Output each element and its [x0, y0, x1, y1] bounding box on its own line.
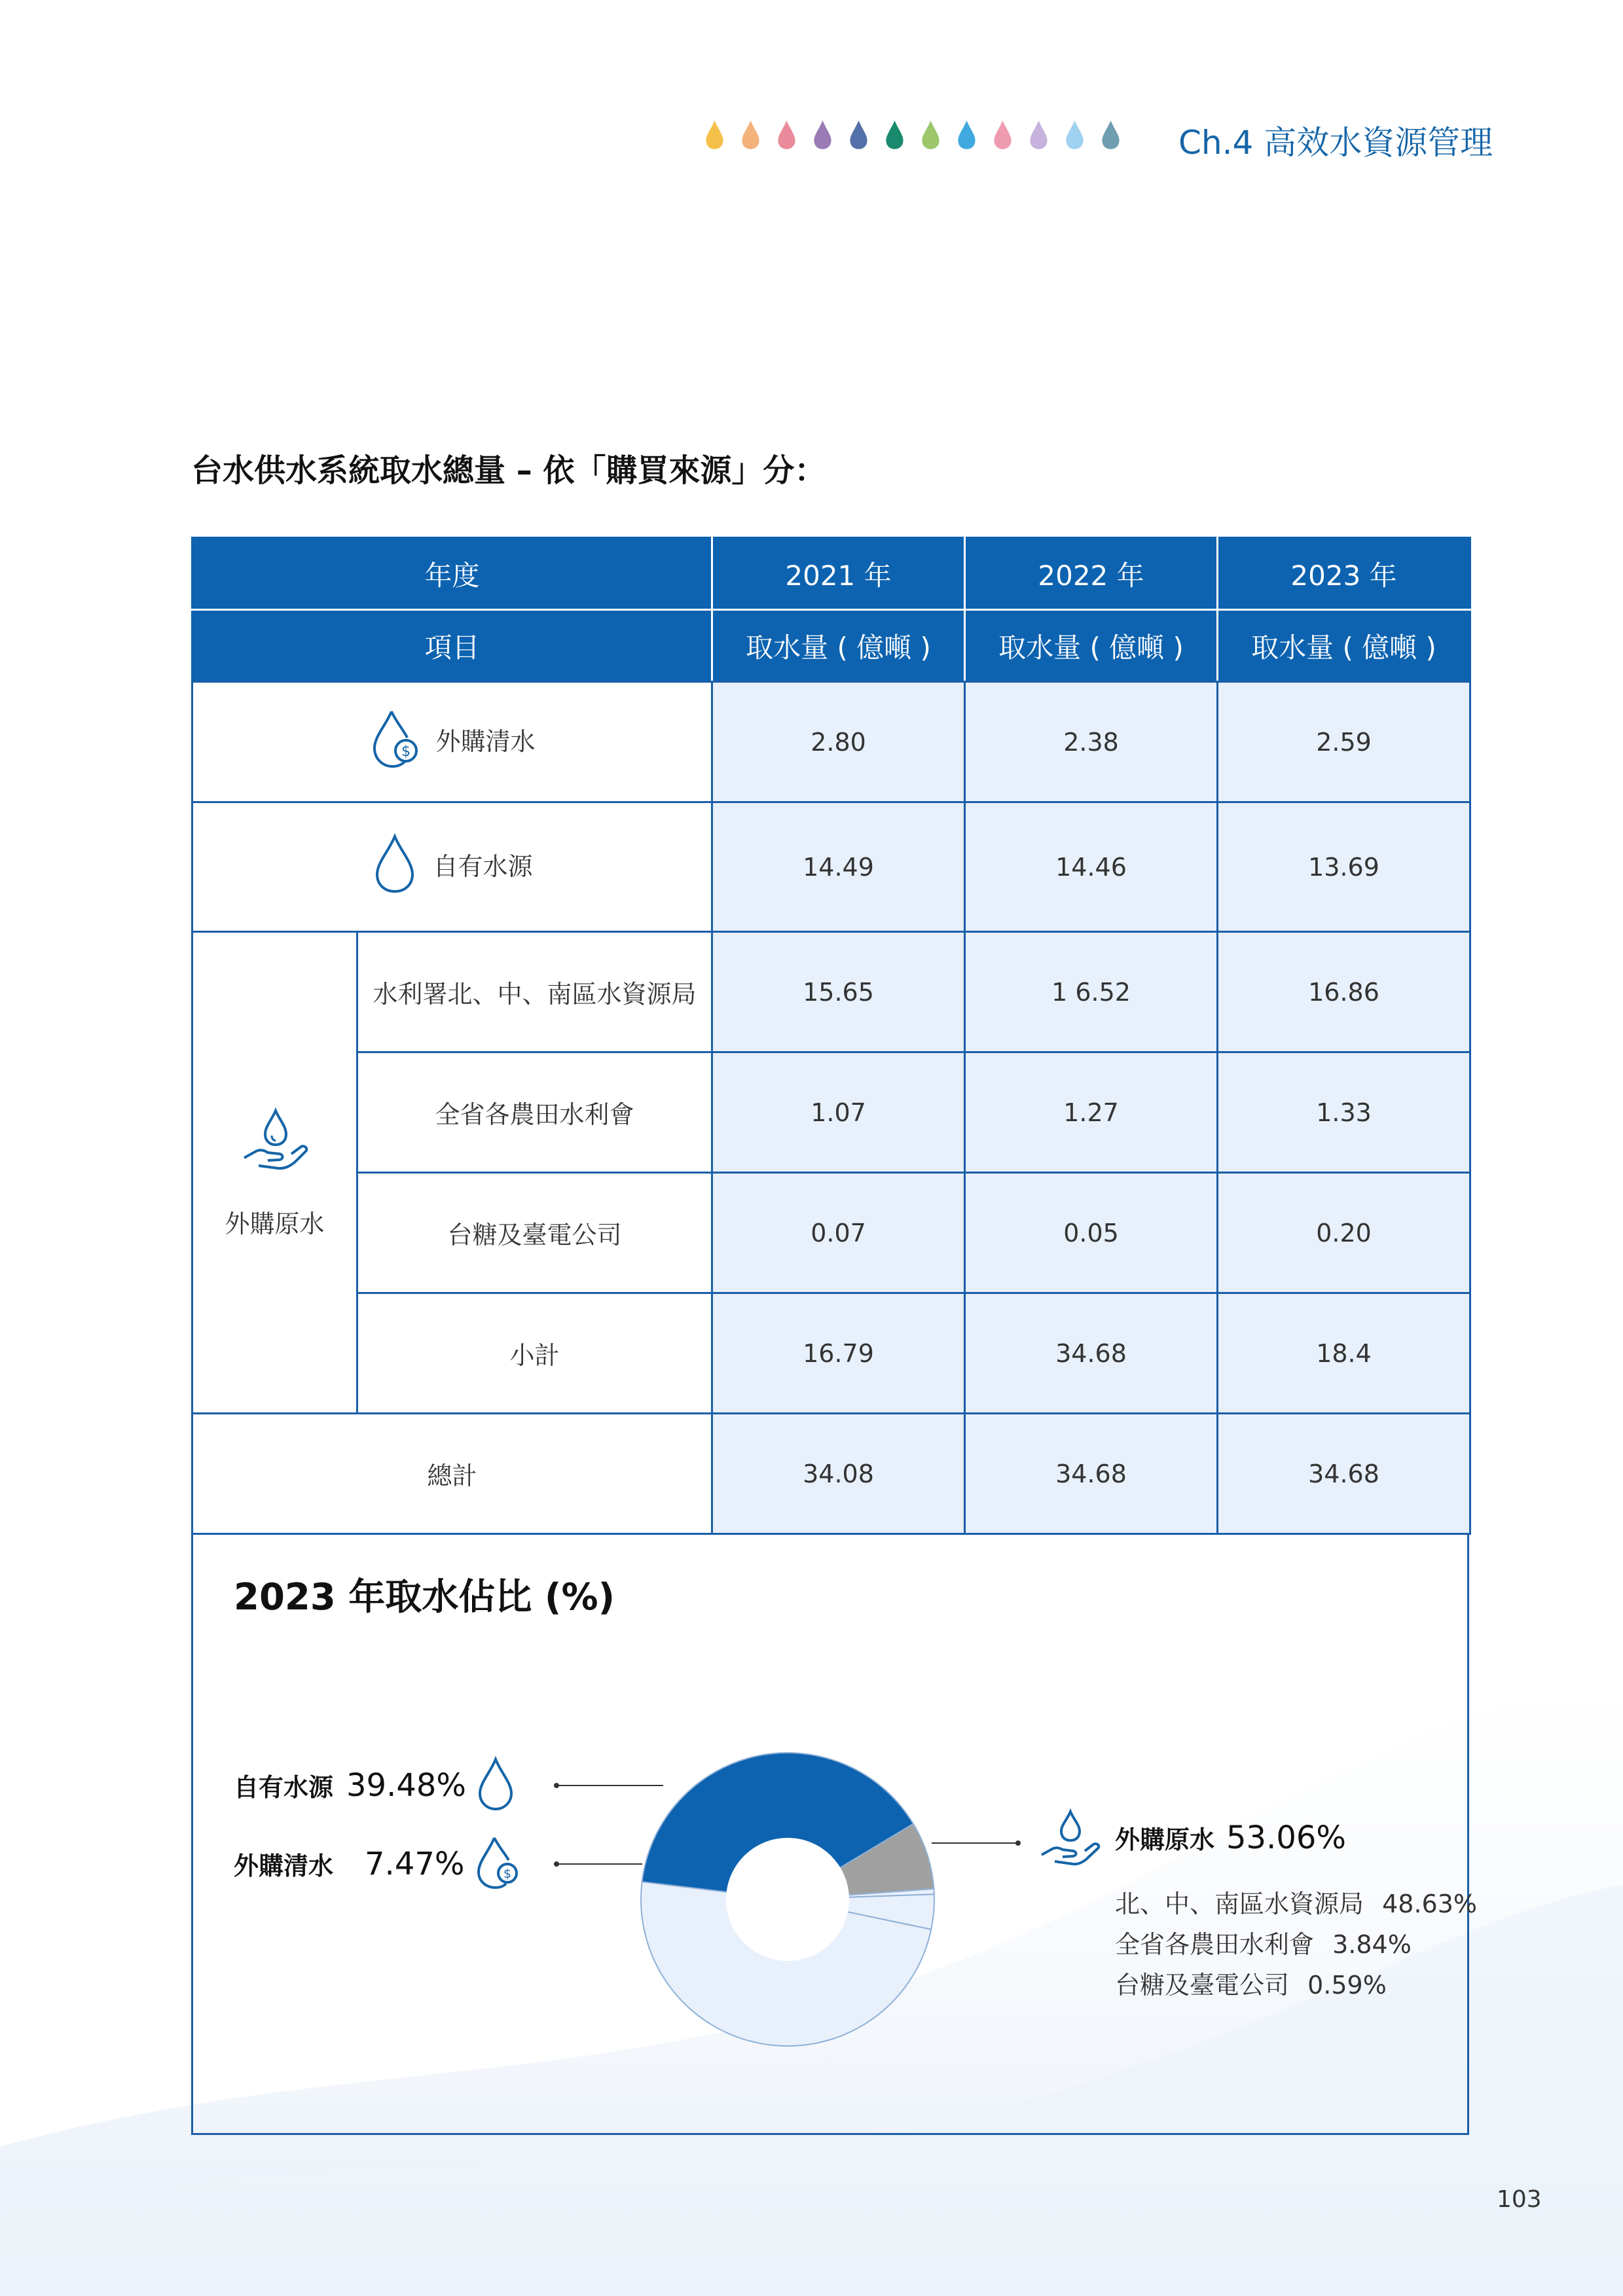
water-drop-dollar-icon: [369, 708, 420, 770]
cell-taisugar-taipower-2023: 0.20: [1218, 1173, 1470, 1293]
header-drop-icon: [1028, 119, 1049, 151]
hand-water-drop-icon: [239, 1105, 311, 1177]
legend-own-source-label: 自有水源: [234, 1773, 334, 1802]
legend-sub-item: [1115, 1884, 1477, 1920]
row-label-irrigation-associations: 全省各農田水利會: [357, 1052, 712, 1173]
leader-dot-purchased-clean: [554, 1861, 559, 1867]
cell-irrigation-associations-2023: 1.33: [1218, 1052, 1470, 1173]
table-row-irrigation-associations: [192, 1052, 1470, 1173]
legend-sub-item-pct: 48.63%: [1382, 1890, 1478, 1918]
legend-sub-item-label: 北、中、南區水資源局: [1115, 1890, 1364, 1918]
row-label-taisugar-taipower: 台糖及臺電公司: [357, 1173, 712, 1293]
header-year-2022: 2022 年: [965, 538, 1218, 610]
hand-water-drop-icon: [1042, 1812, 1099, 1864]
table-row-water-resources-agency: [192, 932, 1470, 1052]
legend-sub-item-pct: 0.59%: [1307, 1971, 1387, 2000]
header-drop-icon: [1064, 119, 1085, 151]
table-row-total: [192, 1414, 1470, 1534]
header-drops: [704, 119, 1122, 153]
cell-water-resources-agency-2023: 16.86: [1218, 932, 1470, 1052]
row-label-water-resources-agency: 水利署北、中、南區水資源局: [357, 932, 712, 1052]
cell-irrigation-associations-2021: 1.07: [712, 1052, 965, 1173]
header-drop-icon: [884, 119, 905, 151]
svg-text:$: $: [401, 744, 410, 760]
row-label-subtotal: 小計: [357, 1293, 712, 1414]
cell-purchased-clean-2021: 2.80: [712, 682, 965, 802]
legend-outsourced-raw-label: 外購原水: [1115, 1825, 1215, 1854]
legend-sub-item: [1115, 1924, 1412, 1960]
cell-subtotal-2022: 34.68: [965, 1293, 1218, 1414]
legend-sub-item-label: 台糖及臺電公司: [1115, 1971, 1290, 2000]
row-label-total: 總計: [192, 1414, 712, 1534]
legend-purchased-clean-pct: 7.47%: [365, 1846, 465, 1882]
legend-own-source-pct: 39.48%: [346, 1767, 467, 1804]
cell-total-2023: 34.68: [1218, 1414, 1470, 1534]
legend-sub-item: [1115, 1965, 1387, 2001]
cell-own-source-2022: 14.46: [965, 802, 1218, 932]
header-year-2021: 2021 年: [712, 538, 965, 610]
header-drop-icon: [812, 119, 833, 151]
cell-taisugar-taipower-2022: 0.05: [965, 1173, 1218, 1293]
header-drop-icon: [740, 119, 761, 151]
cell-taisugar-taipower-2021: 0.07: [712, 1173, 965, 1293]
table-row-taisugar-taipower: [192, 1173, 1470, 1293]
header-drop-icon: [848, 119, 869, 151]
header-year-label: 年度: [192, 538, 712, 610]
table-row-own-source: [192, 802, 1470, 932]
header-drop-icon: [920, 119, 941, 151]
row-label-own-source: 自有水源: [433, 852, 533, 881]
water-drop-dollar-icon: [479, 1838, 517, 1888]
cell-subtotal-2021: 16.79: [712, 1293, 965, 1414]
header-unit-2023: 取水量 ( 億噸 ): [1218, 610, 1470, 682]
svg-text:$: $: [503, 1867, 512, 1881]
cell-subtotal-2023: 18.4: [1218, 1293, 1470, 1414]
legend-purchased-clean: [234, 1846, 465, 1882]
cell-total-2021: 34.08: [712, 1414, 965, 1534]
legend-sub-item-pct: 3.84%: [1332, 1930, 1412, 1959]
cell-total-2022: 34.68: [965, 1414, 1218, 1534]
legend-outsourced-raw-pct: 53.06%: [1226, 1820, 1347, 1856]
header-drop-icon: [704, 119, 725, 151]
header-unit-2022: 取水量 ( 億噸 ): [965, 610, 1218, 682]
legend-purchased-clean-label: 外購清水: [234, 1852, 334, 1880]
chart-panel: [191, 1533, 1478, 2135]
row-label-outsourced-raw: 外購原水: [225, 1210, 325, 1238]
chart-title: 2023 年取水佔比 (%): [234, 1576, 615, 1619]
table-row-subtotal: [192, 1293, 1470, 1414]
row-label-purchased-clean: 外購清水: [435, 726, 536, 756]
legend-sub-item-label: 全省各農田水利會: [1115, 1930, 1315, 1959]
table-row-purchased-clean: [192, 682, 1470, 802]
header-unit-2021: 取水量 ( 億噸 ): [712, 610, 965, 682]
page-number: 103: [1497, 2186, 1542, 2213]
header-year-2023: 2023 年: [1218, 538, 1470, 610]
header-drop-icon: [956, 119, 977, 151]
leader-dot-outsourced-raw: [1015, 1840, 1021, 1846]
water-intake-table: [191, 537, 1471, 1535]
cell-own-source-2023: 13.69: [1218, 802, 1470, 932]
legend-outsourced-raw: [1115, 1820, 1346, 1856]
header-drop-icon: [992, 119, 1013, 151]
water-drop-icon: [480, 1759, 511, 1809]
cell-irrigation-associations-2022: 1.27: [965, 1052, 1218, 1173]
legend-own-source: [234, 1767, 466, 1804]
cell-water-resources-agency-2021: 15.65: [712, 932, 965, 1052]
section-title: 台水供水系統取水總量 – 依「購買來源」分：: [191, 452, 826, 489]
cell-purchased-clean-2022: 2.38: [965, 682, 1218, 802]
leader-dot-own-source: [554, 1783, 559, 1788]
header-item-label: 項目: [192, 610, 712, 682]
chapter-title: Ch.4 高效水資源管理: [1178, 124, 1493, 162]
cell-water-resources-agency-2022: 1 6.52: [965, 932, 1218, 1052]
cell-own-source-2021: 14.49: [712, 802, 965, 932]
water-drop-icon: [372, 833, 418, 895]
header-drop-icon: [776, 119, 797, 151]
cell-purchased-clean-2023: 2.59: [1218, 682, 1470, 802]
header-drop-icon: [1100, 119, 1122, 151]
